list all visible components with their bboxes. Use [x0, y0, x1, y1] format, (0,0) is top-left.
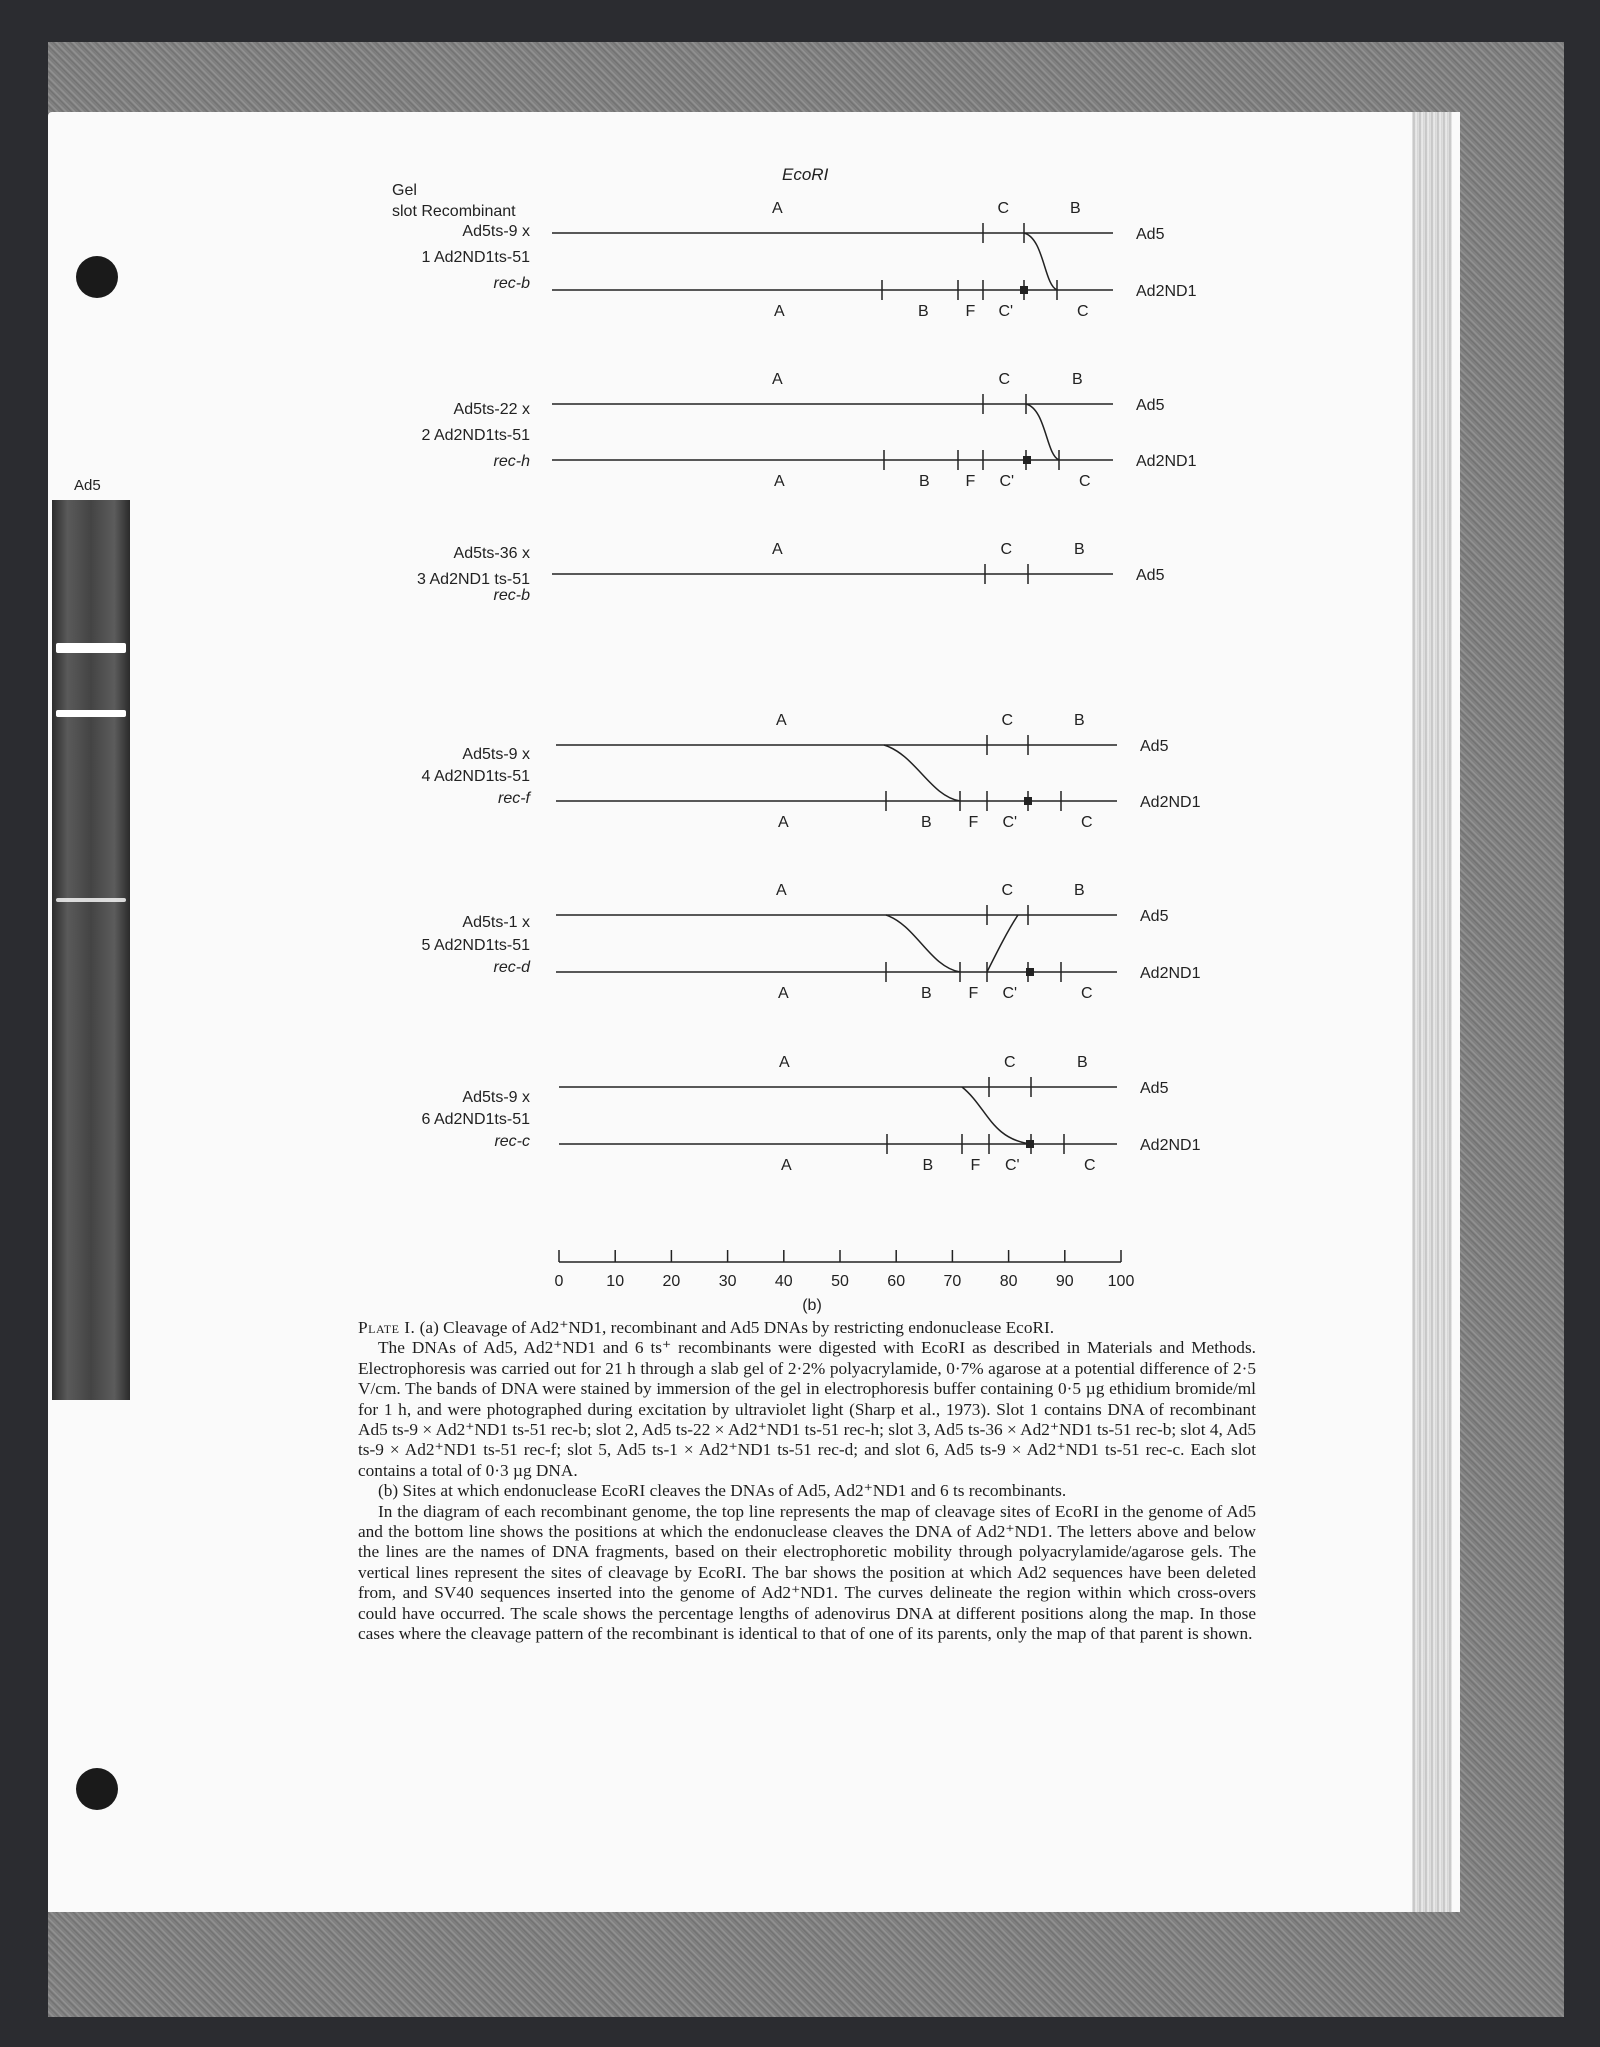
fragment-label: C': [1002, 814, 1018, 831]
slot-parent-label: 6 Ad2ND1ts-51: [421, 1111, 530, 1128]
caption-label: Plate I.: [358, 1318, 416, 1337]
scale-tick-label: 10: [606, 1273, 625, 1290]
cross-label: Ad5ts-36 x: [453, 545, 530, 562]
fragment-label: B: [922, 1157, 934, 1174]
scale-tick-label: 70: [943, 1273, 962, 1290]
fragment-label: B: [1074, 541, 1085, 558]
crossover-curve: [1024, 233, 1057, 290]
fragment-label: A: [772, 200, 783, 217]
cross-label: Ad5ts-1 x: [462, 914, 530, 931]
fragment-label: B: [1077, 1054, 1088, 1071]
fragment-label: F: [970, 1157, 981, 1174]
fragment-label: A: [774, 303, 785, 320]
deletion-bar: [1026, 968, 1034, 976]
slot-parent-label: 3 Ad2ND1 ts-51: [417, 571, 530, 588]
fragment-label: C: [1004, 1054, 1016, 1071]
ad5-label: Ad5: [1136, 226, 1165, 243]
fragment-label: C': [999, 473, 1015, 490]
ad2nd1-label: Ad2ND1: [1136, 283, 1197, 300]
fragment-label: C: [1084, 1157, 1096, 1174]
rec-label: rec-h: [493, 453, 530, 470]
fragment-label: A: [778, 985, 789, 1002]
cross-label: Ad5ts-9 x: [462, 223, 530, 240]
slot-recombinant-header: slot Recombinant: [392, 203, 516, 220]
fragment-label: C: [1001, 882, 1014, 899]
fragment-label: C: [1079, 473, 1091, 490]
fragment-label: B: [1072, 371, 1083, 388]
slot-parent-label: 5 Ad2ND1ts-51: [421, 937, 530, 954]
rec-label: rec-b: [493, 275, 530, 292]
fragment-label: F: [968, 814, 979, 831]
scale-tick-label: 50: [831, 1273, 849, 1290]
ad2nd1-label: Ad2ND1: [1136, 453, 1197, 470]
ad5-label: Ad5: [1136, 397, 1165, 414]
enzyme-title: EcoRI: [782, 165, 829, 184]
caption-title: (a) Cleavage of Ad2⁺ND1, recombinant and Ad5 DNAs by restricting endonuclease EcoRI.: [419, 1318, 1055, 1337]
rec-label: rec-f: [498, 790, 530, 807]
caption-paragraph: The DNAs of Ad5, Ad2⁺ND1 and 6 ts⁺ recombinants were digested with EcoRI as described in Materials and Methods. Electrophoresis was carried out for 21 h through a slab gel of 2·2% polyacrylamide, 0·7% agarose at a potential difference of 2·5 V/cm. The bands of DNA were stained by immersion of the gel in electrophoresis buffer containing 0·5 µg ethidium bromide/ml for 1 h, and were photographed during excitation by ultraviolet light (Sharp et al., 1973). Slot 1 contains DNA of recombinant Ad5 ts-9 × Ad2⁺ND1 ts-51 rec-b; slot 2, Ad5 ts-22 × Ad2⁺ND1 ts-51 rec-h; slot 3, Ad5 ts-36 × Ad2⁺ND1 ts-51 rec-b; slot 4, Ad5 ts-9 × Ad2⁺ND1 ts-51 rec-f; slot 5, Ad5 ts-1 × Ad2⁺ND1 ts-51 rec-d; and slot 6, Ad5 ts-9 × Ad2⁺ND1 ts-51 rec-c. Each slot contains a total of 0·3 µg DNA.: [358, 1338, 1256, 1480]
fragment-label: C': [1002, 985, 1018, 1002]
cross-label: Ad5ts-9 x: [462, 746, 530, 763]
rec-label: rec-b: [493, 587, 530, 604]
fragment-label: B: [921, 985, 932, 1002]
caption-paragraph: In the diagram of each recombinant genome, the top line represents the map of cleavage sites of EcoRI in the genome of Ad5 and the bottom line shows the positions at which the endonuclease cleaves the DNA of Ad2⁺ND1. The letters above and below the lines are the names of DNA fragments, based on their electrophoretic mobility through polyacrylamide/agarose gels. The vertical lines represent the sites of cleavage by EcoRI. The bar shows the position at which Ad2 sequences have been deleted from, and SV40 sequences inserted into the genome of Ad2⁺ND1. The curves delineate the region within which cross-overs could have occurred. The scale shows the percentage lengths of adenovirus DNA at different positions along the map. In those cases where the cleavage pattern of the recombinant is identical to that of one of its parents, only the map of that parent is shown.: [358, 1501, 1256, 1644]
fragment-label: A: [772, 541, 783, 558]
fragment-label: B: [919, 473, 930, 490]
fragment-label: A: [776, 712, 787, 729]
ad5-label: Ad5: [1140, 1080, 1169, 1097]
ad2nd1-label: Ad2ND1: [1140, 965, 1201, 982]
fragment-label: C': [998, 303, 1014, 320]
rec-label: rec-d: [493, 959, 530, 976]
fragment-label: B: [1070, 200, 1081, 217]
fragment-label: C: [1000, 541, 1013, 558]
fragment-label: F: [965, 303, 976, 320]
fragment-label: F: [965, 473, 976, 490]
fragment-label: C: [1077, 303, 1089, 320]
deletion-bar: [1024, 797, 1032, 805]
slot-parent-label: 1 Ad2ND1ts-51: [421, 249, 530, 266]
crossover-curve: [1026, 404, 1059, 460]
rec-label: rec-c: [494, 1133, 530, 1150]
fragment-label: B: [1074, 712, 1085, 729]
ad5-label: Ad5: [1140, 738, 1169, 755]
slot-parent-label: 4 Ad2ND1ts-51: [421, 768, 530, 785]
deletion-bar: [1020, 286, 1028, 294]
percentage-scale: [555, 1250, 1135, 1290]
scale-tick-label: 80: [999, 1273, 1018, 1290]
fragment-label: F: [968, 985, 979, 1002]
map-lines: [552, 223, 1117, 1154]
crossover-curve: [884, 745, 960, 801]
fragment-label: C: [1081, 985, 1093, 1002]
fragment-label: B: [918, 303, 929, 320]
ad2nd1-label: Ad2ND1: [1140, 794, 1201, 811]
ad2nd1-label: Ad2ND1: [1140, 1137, 1201, 1154]
scale-tick-label: 40: [774, 1273, 793, 1290]
map-labels: [417, 200, 1201, 1174]
panel-label-b: (b): [802, 1297, 822, 1314]
scale-tick-label: 60: [887, 1273, 906, 1290]
ad5-label: Ad5: [1136, 567, 1165, 584]
fragment-label: C: [1001, 712, 1014, 729]
cross-label: Ad5ts-9 x: [462, 1089, 530, 1106]
fragment-label: A: [781, 1157, 792, 1174]
scale-tick-label: 90: [1055, 1273, 1074, 1290]
fragment-label: A: [776, 882, 787, 899]
fragment-label: C': [1005, 1157, 1020, 1174]
crossover-curve: [962, 1087, 1031, 1144]
scale-tick-label: 20: [662, 1273, 681, 1290]
slot-parent-label: 2 Ad2ND1ts-51: [421, 427, 530, 444]
fragment-label: C: [998, 371, 1011, 388]
fragment-label: A: [778, 814, 789, 831]
scale-tick-label: 30: [718, 1273, 737, 1290]
scale-tick-label: 0: [554, 1273, 564, 1290]
gel-slot-header: Gel: [392, 182, 417, 199]
crossover-curve: [886, 915, 1018, 972]
deletion-bar: [1023, 456, 1031, 464]
fragment-label: A: [779, 1054, 790, 1071]
fragment-label: C: [997, 200, 1010, 217]
fragment-label: B: [1074, 882, 1085, 899]
fragment-label: A: [772, 371, 783, 388]
fragment-label: C: [1081, 814, 1093, 831]
scale-tick-label: 100: [1107, 1273, 1135, 1290]
plate-caption: [358, 1318, 1256, 1645]
ad5-label: Ad5: [1140, 908, 1169, 925]
cross-label: Ad5ts-22 x: [453, 401, 530, 418]
fragment-label: A: [774, 473, 785, 490]
fragment-label: B: [921, 814, 932, 831]
caption-paragraph: (b) Sites at which endonuclease EcoRI cleaves the DNAs of Ad5, Ad2⁺ND1 and 6 ts recombinants.: [378, 1481, 1067, 1501]
gel-lane-label: Ad5: [74, 477, 101, 494]
